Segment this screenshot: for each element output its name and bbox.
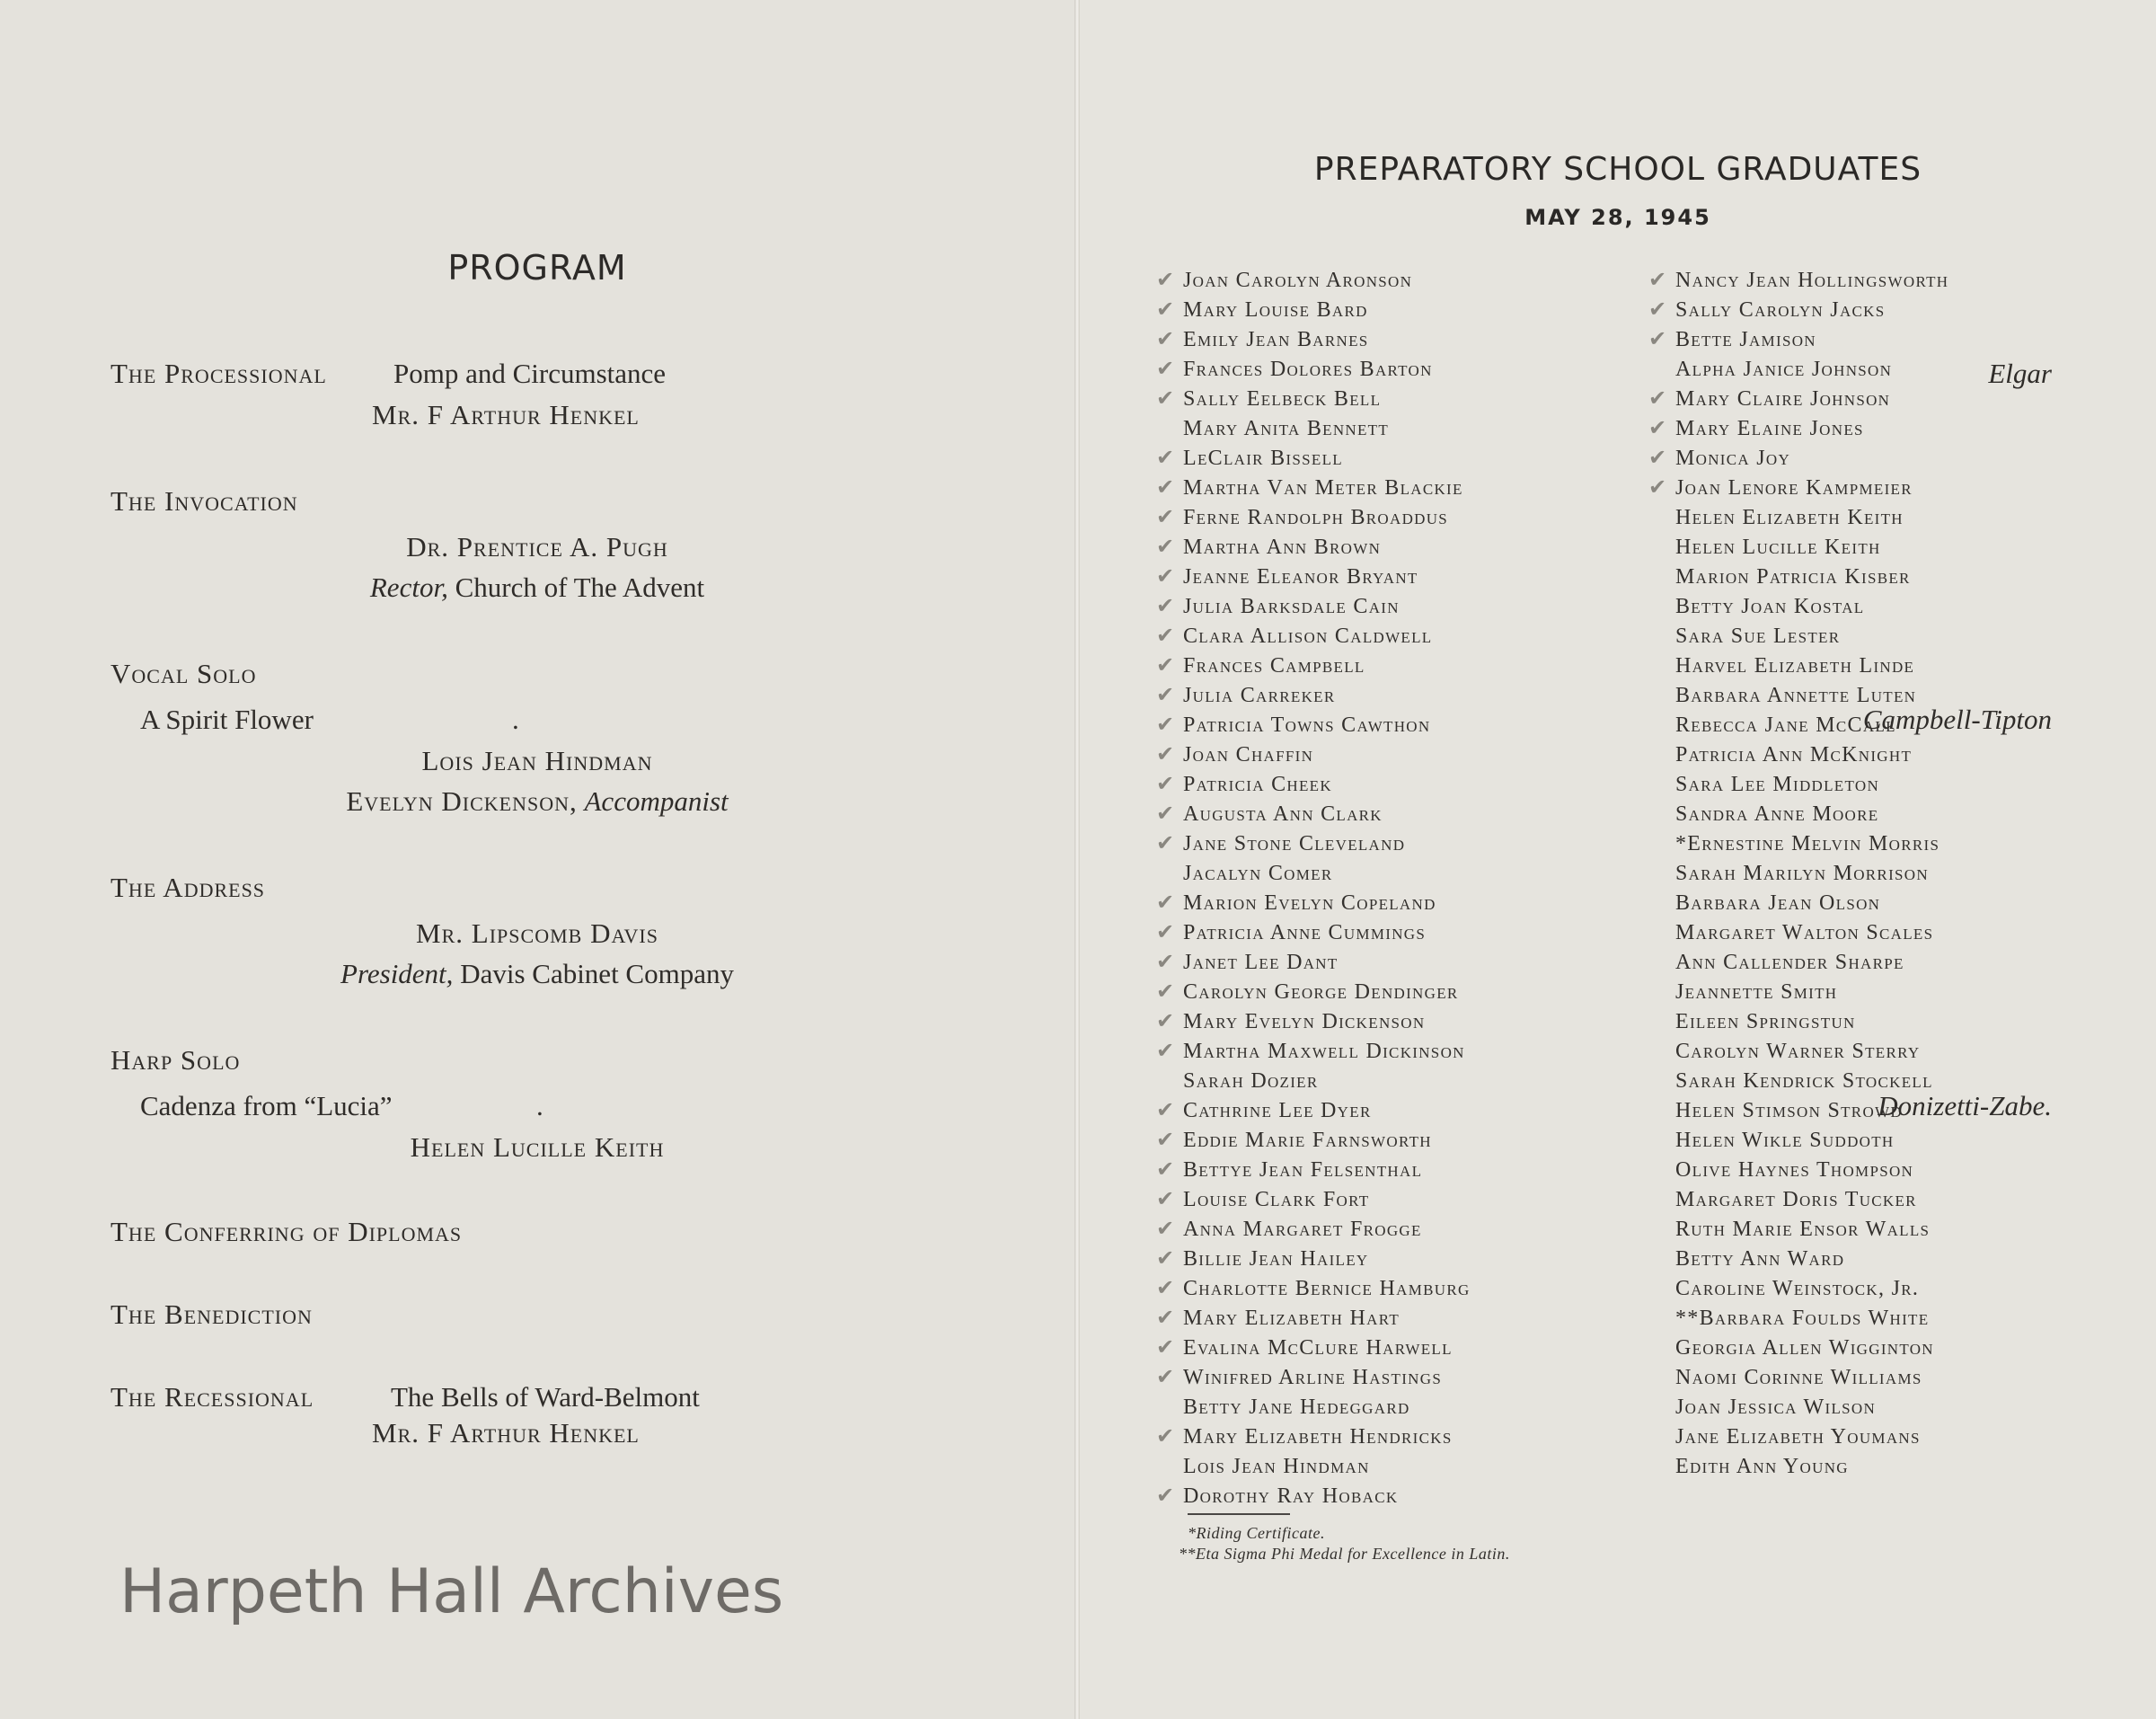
graduate-name-text: Julia Carreker: [1183, 684, 1336, 707]
graduate-name: [1156, 1482, 1471, 1511]
graduate-name: [1675, 622, 1948, 651]
graduate-name: [1156, 385, 1471, 414]
graduate-name: [1675, 1156, 1948, 1185]
check-mark-icon: ✔: [1156, 802, 1175, 826]
graduate-name: [1675, 800, 1948, 829]
graduate-name: [1156, 296, 1471, 325]
graduate-name: [1675, 355, 1948, 385]
graduate-name-text: Ferne Randolph Broaddus: [1183, 506, 1449, 529]
graduate-name: [1156, 266, 1471, 296]
graduate-name-text: Winifred Arline Hastings: [1183, 1366, 1443, 1389]
graduate-name: [1156, 1126, 1471, 1156]
graduate-name: [1648, 325, 1948, 355]
graduate-name-text: Jeanne Eleanor Bryant: [1183, 565, 1418, 589]
graduate-name: [1675, 503, 1948, 533]
graduate-name: [1156, 918, 1471, 948]
graduate-name: [1156, 355, 1471, 385]
graduate-name: [1156, 948, 1471, 978]
graduate-name-text: Helen Stimson Strowd: [1675, 1099, 1903, 1122]
graduate-name-text: Mary Elizabeth Hart: [1183, 1307, 1401, 1330]
footnote-rule: [1188, 1513, 1290, 1515]
graduate-name-text: Sarah Marilyn Morrison: [1675, 862, 1929, 885]
invocation-role-rest: Church of The Advent: [455, 572, 705, 603]
graduate-name: [1675, 1215, 1948, 1245]
graduate-name: [1675, 1274, 1948, 1304]
check-mark-icon: ✔: [1156, 506, 1175, 529]
graduate-name: [1648, 296, 1948, 325]
graduate-name: [1675, 1126, 1948, 1156]
vocal-solo-accompanist-line: [0, 785, 1074, 818]
graduate-name-text: Joan Carolyn Aronson: [1183, 269, 1413, 292]
graduate-name: [1156, 800, 1471, 829]
check-mark-icon: ✔: [1156, 1188, 1175, 1211]
check-mark-icon: ✔: [1156, 269, 1175, 292]
graduate-name-text: Emily Jean Barnes: [1183, 328, 1369, 351]
graduate-name: [1156, 770, 1471, 800]
check-mark-icon: ✔: [1156, 921, 1175, 944]
graduate-name-text: Jacalyn Comer: [1183, 862, 1333, 885]
check-mark-icon: ✔: [1156, 1307, 1175, 1330]
vocal-solo-dot: .: [512, 704, 519, 735]
graduate-name-text: Sally Eelbeck Bell: [1183, 387, 1382, 411]
graduate-name-text: Marion Evelyn Copeland: [1183, 891, 1436, 915]
graduate-name-text: Barbara Annette Luten: [1675, 684, 1917, 707]
graduate-name: [1675, 1452, 1948, 1482]
graduate-name-text: Dorothy Ray Hoback: [1183, 1484, 1399, 1508]
graduate-name-text: LeClair Bissell: [1183, 447, 1343, 470]
graduate-name-text: Martha Maxwell Dickinson: [1183, 1040, 1465, 1063]
graduate-name-text: Harvel Elizabeth Linde: [1675, 654, 1915, 678]
recessional-piece: The Bells of Ward-Belmont: [391, 1381, 700, 1413]
graduate-name-text: Ruth Marie Ensor Walls: [1675, 1218, 1931, 1241]
graduate-name: [1675, 1245, 1948, 1274]
graduate-name-text: Joan Lenore Kampmeier: [1675, 476, 1913, 500]
graduate-name: [1156, 1156, 1471, 1185]
graduates-date: MAY 28, 1945: [1524, 205, 1711, 230]
graduate-name: [1675, 533, 1948, 563]
graduate-name: [1156, 1274, 1471, 1304]
graduate-name: [1675, 1037, 1948, 1067]
graduate-name: [1156, 592, 1471, 622]
harp-solo-composer: Donizetti-Zabe.: [1878, 1090, 2052, 1121]
vocal-solo-accompanist: Evelyn Dickenson,: [346, 785, 578, 817]
graduate-name: [1156, 681, 1471, 711]
graduate-name-text: Patricia Towns Cawthon: [1183, 713, 1431, 737]
graduate-name: [1675, 770, 1948, 800]
graduate-name-text: Mary Anita Bennett: [1183, 417, 1390, 440]
graduate-name-text: Sarah Kendrick Stockell: [1675, 1069, 1933, 1093]
graduate-name-text: Patricia Anne Cummings: [1183, 921, 1427, 944]
conferring-heading: The Conferring of Diplomas: [110, 1216, 463, 1247]
graduate-name-text: Rebecca Jane McCall: [1675, 713, 1896, 737]
graduate-name: [1156, 533, 1471, 563]
graduate-name-text: Olive Haynes Thompson: [1675, 1158, 1914, 1182]
graduate-name: [1675, 1393, 1948, 1422]
check-mark-icon: ✔: [1156, 476, 1175, 500]
graduate-name-text: Bette Jamison: [1675, 328, 1816, 351]
check-mark-icon: ✔: [1648, 387, 1667, 411]
invocation-heading: The Invocation: [110, 485, 298, 517]
check-mark-icon: ✔: [1156, 1040, 1175, 1063]
archive-watermark: Harpeth Hall Archives: [119, 1556, 784, 1627]
graduate-name-text: Betty Jane Hedeggard: [1183, 1396, 1410, 1419]
graduate-name-text: Eddie Marie Farnsworth: [1183, 1129, 1432, 1152]
graduate-name: [1156, 740, 1471, 770]
graduate-name-text: Helen Wikle Suddoth: [1675, 1129, 1895, 1152]
graduates-right-column: [1648, 266, 1949, 1482]
recessional-heading: The Recessional: [110, 1381, 314, 1413]
graduate-name-text: Mary Louise Bard: [1183, 298, 1368, 322]
check-mark-icon: ✔: [1156, 447, 1175, 470]
graduate-name: [1675, 1067, 1948, 1096]
vocal-solo-heading: Vocal Solo: [110, 658, 257, 689]
address-role-rest: Davis Cabinet Company: [460, 958, 734, 989]
graduate-name: [1675, 978, 1948, 1007]
graduate-name: [1675, 1334, 1948, 1363]
vocal-solo-composer: Campbell-Tipton: [1862, 704, 2052, 735]
check-mark-icon: ✔: [1156, 1425, 1175, 1449]
invocation-person: Dr. Prentice A. Pugh: [406, 531, 668, 563]
graduate-name: [1648, 385, 1948, 414]
address-heading: The Address: [110, 872, 266, 903]
check-mark-icon: ✔: [1648, 328, 1667, 351]
graduate-name-text: Helen Lucille Keith: [1675, 536, 1881, 559]
graduate-name-text: Billie Jean Hailey: [1183, 1247, 1369, 1271]
graduate-name: [1156, 1363, 1471, 1393]
graduate-name-text: Edith Ann Young: [1675, 1455, 1849, 1478]
graduate-name: [1183, 1452, 1471, 1482]
graduate-name: [1183, 414, 1471, 444]
graduate-name-text: Augusta Ann Clark: [1183, 802, 1383, 826]
graduate-name-text: Martha Ann Brown: [1183, 536, 1382, 559]
graduate-name-text: Eileen Springstun: [1675, 1010, 1856, 1033]
check-mark-icon: ✔: [1156, 536, 1175, 559]
graduate-name: [1156, 651, 1471, 681]
graduate-name-text: Helen Elizabeth Keith: [1675, 506, 1904, 529]
graduate-name: [1675, 1304, 1948, 1334]
graduate-name-text: Betty Ann Ward: [1675, 1247, 1845, 1271]
processional-heading: The Processional: [110, 358, 327, 389]
graduate-name: [1675, 563, 1948, 592]
check-mark-icon: ✔: [1156, 1099, 1175, 1122]
graduate-name-text: Frances Campbell: [1183, 654, 1365, 678]
graduate-name: [1648, 414, 1948, 444]
graduate-name-text: Julia Barksdale Cain: [1183, 595, 1400, 618]
processional-piece: Pomp and Circumstance: [393, 358, 667, 389]
check-mark-icon: ✔: [1156, 595, 1175, 618]
check-mark-icon: ✔: [1156, 891, 1175, 915]
graduate-name: [1183, 1067, 1471, 1096]
graduate-name: [1156, 1245, 1471, 1274]
graduate-name: [1675, 829, 1948, 859]
graduate-name: [1675, 1096, 1948, 1126]
graduate-name: [1675, 859, 1948, 889]
check-mark-icon: ✔: [1156, 1158, 1175, 1182]
check-mark-icon: ✔: [1156, 743, 1175, 766]
check-mark-icon: ✔: [1156, 1247, 1175, 1271]
graduate-name-text: Louise Clark Fort: [1183, 1188, 1370, 1211]
graduate-name: [1675, 1422, 1948, 1452]
graduate-name: [1156, 1422, 1471, 1452]
graduate-name-text: Sara Sue Lester: [1675, 625, 1841, 648]
graduate-name: [1675, 592, 1948, 622]
invocation-role-line: [0, 572, 1074, 604]
graduate-name-text: Carolyn George Dendinger: [1183, 980, 1459, 1004]
check-mark-icon: ✔: [1648, 476, 1667, 500]
graduate-name: [1156, 1185, 1471, 1215]
check-mark-icon: ✔: [1156, 1129, 1175, 1152]
check-mark-icon: ✔: [1648, 417, 1667, 440]
graduate-name-text: Sally Carolyn Jacks: [1675, 298, 1886, 322]
graduate-name-text: Bettye Jean Felsenthal: [1183, 1158, 1423, 1182]
graduate-name-text: Cathrine Lee Dyer: [1183, 1099, 1372, 1122]
graduate-name: [1156, 1037, 1471, 1067]
graduate-name: [1156, 1304, 1471, 1334]
graduate-name: [1156, 503, 1471, 533]
check-mark-icon: ✔: [1156, 358, 1175, 381]
graduate-name: [1183, 1393, 1471, 1422]
check-mark-icon: ✔: [1156, 625, 1175, 648]
graduate-name: [1156, 444, 1471, 474]
check-mark-icon: ✔: [1156, 654, 1175, 678]
graduate-name-text: Marion Patricia Kisber: [1675, 565, 1911, 589]
graduate-name-text: Alpha Janice Johnson: [1675, 358, 1893, 381]
check-mark-icon: ✔: [1156, 298, 1175, 322]
graduate-name: [1648, 474, 1948, 503]
program-title: PROGRAM: [447, 248, 627, 288]
graduates-title: PREPARATORY SCHOOL GRADUATES: [1313, 151, 1922, 188]
graduate-name: [1156, 1334, 1471, 1363]
harp-solo-dot: .: [536, 1090, 543, 1121]
graduate-name-text: Joan Jessica Wilson: [1675, 1396, 1877, 1419]
check-mark-icon: ✔: [1156, 773, 1175, 796]
graduate-name: [1648, 444, 1948, 474]
check-mark-icon: ✔: [1648, 447, 1667, 470]
graduate-name-text: Frances Dolores Barton: [1183, 358, 1433, 381]
vocal-solo-piece: A Spirit Flower: [140, 704, 314, 735]
graduate-name-text: *Ernestine Melvin Morris: [1675, 832, 1940, 855]
graduate-name: [1675, 948, 1948, 978]
graduate-name-text: Sara Lee Middleton: [1675, 773, 1880, 796]
recessional-performer: Mr. F Arthur Henkel: [372, 1417, 640, 1449]
check-mark-icon: ✔: [1156, 1010, 1175, 1033]
graduate-name-text: Janet Lee Dant: [1183, 951, 1339, 974]
graduate-name: [1675, 918, 1948, 948]
graduate-name: [1675, 740, 1948, 770]
footnote-latin: **Eta Sigma Phi Medal for Excellence in Latin.: [1179, 1545, 1510, 1563]
processional-performer: Mr. F Arthur Henkel: [372, 399, 640, 430]
graduate-name: [1156, 622, 1471, 651]
graduate-name-text: Mary Evelyn Dickenson: [1183, 1010, 1426, 1033]
check-mark-icon: ✔: [1156, 684, 1175, 707]
graduate-name-text: Charlotte Bernice Hamburg: [1183, 1277, 1471, 1300]
check-mark-icon: ✔: [1648, 298, 1667, 322]
graduate-name-text: Patricia Ann McKnight: [1675, 743, 1913, 766]
harp-solo-piece: Cadenza from “Lucia”: [140, 1090, 393, 1121]
graduate-name-text: Naomi Corinne Williams: [1675, 1366, 1922, 1389]
check-mark-icon: ✔: [1648, 269, 1667, 292]
graduate-name-text: Mary Claire Johnson: [1675, 387, 1891, 411]
address-role-line: [0, 958, 1074, 990]
vocal-solo-accompanist-role: Accompanist: [584, 785, 729, 817]
graduate-name: [1675, 711, 1948, 740]
check-mark-icon: ✔: [1156, 1366, 1175, 1389]
harp-solo-heading: Harp Solo: [110, 1044, 241, 1076]
graduate-name-text: Mary Elaine Jones: [1675, 417, 1864, 440]
graduate-name-text: Margaret Doris Tucker: [1675, 1188, 1917, 1211]
benediction-heading: The Benediction: [110, 1298, 313, 1330]
graduate-name: [1648, 266, 1949, 296]
graduate-name: [1156, 1215, 1471, 1245]
check-mark-icon: ✔: [1156, 951, 1175, 974]
graduate-name-text: Barbara Jean Olson: [1675, 891, 1881, 915]
graduate-name-text: Ann Callender Sharpe: [1675, 951, 1904, 974]
graduate-name-text: Carolyn Warner Sterry: [1675, 1040, 1921, 1063]
graduate-name: [1156, 474, 1471, 503]
graduate-name-text: Margaret Walton Scales: [1675, 921, 1934, 944]
check-mark-icon: ✔: [1156, 328, 1175, 351]
graduate-name: [1183, 859, 1471, 889]
graduate-name-text: Jane Stone Cleveland: [1183, 832, 1406, 855]
graduate-name-text: Joan Chaffin: [1183, 743, 1314, 766]
graduate-name-text: Nancy Jean Hollingsworth: [1675, 269, 1949, 292]
graduate-name: [1156, 325, 1471, 355]
graduate-name: [1675, 681, 1948, 711]
check-mark-icon: ✔: [1156, 387, 1175, 411]
check-mark-icon: ✔: [1156, 1484, 1175, 1508]
check-mark-icon: ✔: [1156, 713, 1175, 737]
graduate-name: [1675, 1185, 1948, 1215]
graduate-name: [1156, 1096, 1471, 1126]
graduate-name: [1156, 889, 1471, 918]
graduate-name-text: Sandra Anne Moore: [1675, 802, 1879, 826]
graduate-name-text: Jeannette Smith: [1675, 980, 1838, 1004]
graduate-name: [1675, 889, 1948, 918]
graduate-name-text: Evalina McClure Harwell: [1183, 1336, 1453, 1360]
graduate-name: [1156, 711, 1471, 740]
graduate-name: [1156, 978, 1471, 1007]
graduate-name-text: Lois Jean Hindman: [1183, 1455, 1370, 1478]
footnote-riding: *Riding Certificate.: [1188, 1524, 1325, 1542]
graduate-name-text: Mary Elizabeth Hendricks: [1183, 1425, 1453, 1449]
check-mark-icon: ✔: [1156, 1218, 1175, 1241]
processional-composer: Elgar: [1988, 358, 2052, 389]
check-mark-icon: ✔: [1156, 565, 1175, 589]
check-mark-icon: ✔: [1156, 832, 1175, 855]
graduate-name-text: Jane Elizabeth Youmans: [1675, 1425, 1921, 1449]
graduate-name-text: Caroline Weinstock, Jr.: [1675, 1277, 1920, 1300]
graduate-name: [1156, 1007, 1471, 1037]
graduate-name-text: Monica Joy: [1675, 447, 1791, 470]
graduate-name-text: **Barbara Foulds White: [1675, 1307, 1930, 1330]
graduate-name-text: Betty Joan Kostal: [1675, 595, 1865, 618]
graduate-name-text: Georgia Allen Wigginton: [1675, 1336, 1934, 1360]
graduate-name-text: Patricia Cheek: [1183, 773, 1332, 796]
check-mark-icon: ✔: [1156, 980, 1175, 1004]
graduate-name: [1156, 829, 1471, 859]
graduate-name-text: Sarah Dozier: [1183, 1069, 1319, 1093]
graduate-name: [1675, 1363, 1948, 1393]
vocal-solo-performer: Lois Jean Hindman: [421, 745, 653, 776]
graduate-name: [1675, 1007, 1948, 1037]
invocation-role: Rector,: [369, 572, 448, 603]
graduate-name-text: Clara Allison Caldwell: [1183, 625, 1433, 648]
harp-solo-performer: Helen Lucille Keith: [410, 1131, 665, 1163]
address-person: Mr. Lipscomb Davis: [416, 917, 658, 949]
check-mark-icon: ✔: [1156, 1336, 1175, 1360]
check-mark-icon: ✔: [1156, 1277, 1175, 1300]
graduate-name: [1675, 651, 1948, 681]
graduate-name: [1156, 563, 1471, 592]
graduate-name-text: Anna Margaret Frogge: [1183, 1218, 1422, 1241]
graduates-left-column: [1156, 266, 1471, 1511]
graduate-name-text: Martha Van Meter Blackie: [1183, 476, 1463, 500]
address-role: President,: [340, 958, 454, 989]
